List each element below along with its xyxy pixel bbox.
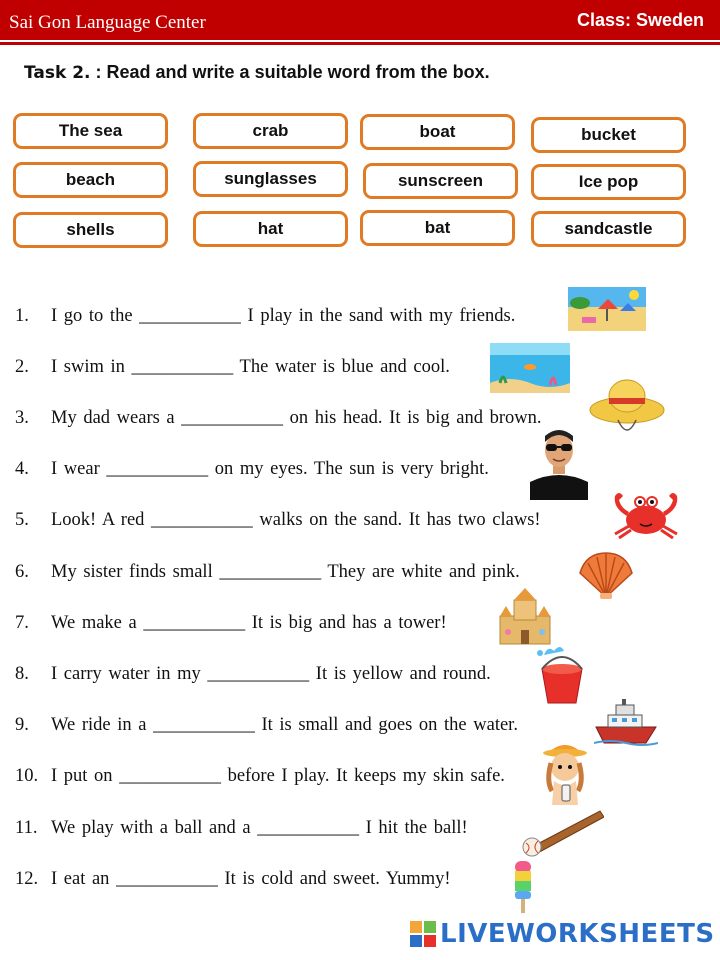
beach-picture (568, 287, 646, 331)
sentence-number: 3. (15, 408, 29, 428)
shell-picture (576, 551, 636, 601)
sentence-text-after: before I play. It keeps my skin safe. (220, 766, 505, 786)
answer-blank[interactable]: ___________ (143, 613, 246, 633)
footer-brand (410, 918, 715, 950)
sentence-12 (15, 869, 451, 890)
sentence-number: 4. (15, 459, 29, 479)
answer-blank[interactable]: ___________ (151, 510, 253, 530)
sentence-text-after: walks on the sand. It has two claws! (252, 510, 541, 530)
sentence-3 (15, 408, 542, 429)
sentence-text-after: on my eyes. The sun is very bright. (208, 459, 489, 479)
word-box-item: sunglasses (193, 161, 348, 197)
word-box-item: crab (193, 113, 348, 149)
answer-blank[interactable]: ___________ (257, 818, 359, 838)
header-divider (0, 42, 720, 45)
answer-blank[interactable]: ___________ (119, 766, 221, 786)
crab-picture (605, 486, 687, 540)
bucket-picture (534, 645, 590, 707)
center-name: Sai Gon Language Center (9, 12, 206, 33)
liveworksheets-logo-icon (410, 921, 436, 947)
sentence-10 (15, 766, 505, 787)
bat-picture (520, 805, 604, 857)
sentence-text-before: My dad wears a (51, 408, 182, 428)
sentence-number: 11. (15, 818, 38, 838)
sentence-number: 2. (15, 357, 29, 377)
sentence-number: 5. (15, 510, 29, 530)
answer-blank[interactable]: ___________ (181, 408, 284, 428)
sentence-4 (15, 459, 489, 480)
sentence-text-before: We play with a ball and a (51, 818, 258, 838)
sentence-number: 9. (15, 715, 29, 735)
sentence-text-before: Look! A red (51, 510, 152, 530)
sentence-text-before: I wear (51, 459, 107, 479)
word-box-item: bat (360, 210, 515, 246)
sea-picture (490, 343, 570, 393)
sentence-8 (15, 664, 491, 685)
sentence-number: 8. (15, 664, 29, 684)
sentence-text-after: on his head. It is big and brown. (283, 408, 542, 428)
sentence-text-after: The water is blue and cool. (233, 357, 450, 377)
sentence-text-before: My sister finds small (51, 562, 220, 582)
sentence-text-before: We make a (51, 613, 144, 633)
task-title (24, 62, 490, 83)
sentence-number: 6. (15, 562, 29, 582)
sentence-text-after: They are white and pink. (321, 562, 520, 582)
sentence-text-after: It is cold and sweet. Yummy! (217, 869, 451, 889)
word-box-item: The sea (13, 113, 168, 149)
word-box-item: bucket (531, 117, 686, 153)
sunscreen-girl-picture (538, 741, 592, 805)
sentence-text-before: I put on (51, 766, 120, 786)
word-box-item: hat (193, 211, 348, 247)
sentence-text-before: I swim in (51, 357, 132, 377)
word-box-item: Ice pop (531, 164, 686, 200)
answer-blank[interactable]: ___________ (207, 664, 310, 684)
sentence-6 (15, 562, 520, 583)
task-instruction: : Read and write a suitable word from the box. (95, 62, 490, 82)
boat-picture (594, 697, 658, 747)
word-box-item: boat (360, 114, 515, 150)
sentence-text-before: We ride in a (51, 715, 154, 735)
sentence-text-after: It is yellow and round. (309, 664, 491, 684)
sentence-number: 10. (15, 766, 39, 786)
sentence-text-after: It is big and has a tower! (245, 613, 447, 633)
sentence-text-after: I hit the ball! (358, 818, 468, 838)
hat-picture (588, 376, 666, 442)
sentence-11 (15, 818, 468, 839)
sentence-number: 1. (15, 306, 29, 326)
sentence-7 (15, 613, 447, 634)
sandcastle-picture (494, 586, 556, 646)
task-number: Task 2. (24, 63, 91, 83)
answer-blank[interactable]: ___________ (139, 306, 241, 326)
sentence-2 (15, 357, 450, 378)
footer-brand-text: LIVEWORKSHEETS (440, 919, 715, 949)
word-box-item: shells (13, 212, 168, 248)
word-box-item: beach (13, 162, 168, 198)
answer-blank[interactable]: ___________ (106, 459, 209, 479)
sentence-number: 12. (15, 869, 39, 889)
word-box-item: sandcastle (531, 211, 686, 247)
answer-blank[interactable]: ___________ (116, 869, 218, 889)
sentence-text-after: I play in the sand with my friends. (240, 306, 516, 326)
sentence-text-before: I eat an (51, 869, 117, 889)
answer-blank[interactable]: ___________ (131, 357, 234, 377)
sentence-5 (15, 510, 541, 531)
sunglasses-man-picture (528, 426, 590, 500)
sentence-number: 7. (15, 613, 29, 633)
sentence-1 (15, 306, 515, 327)
sentence-9 (15, 715, 518, 736)
sentence-text-before: I go to the (51, 306, 140, 326)
answer-blank[interactable]: ___________ (219, 562, 322, 582)
ice-pop-picture (512, 861, 534, 913)
class-label: Class: Sweden (576, 10, 704, 30)
sentence-text-before: I carry water in my (51, 664, 208, 684)
answer-blank[interactable]: ___________ (153, 715, 255, 735)
sentence-text-after: It is small and goes on the water. (254, 715, 518, 735)
word-box-item: sunscreen (363, 163, 518, 199)
